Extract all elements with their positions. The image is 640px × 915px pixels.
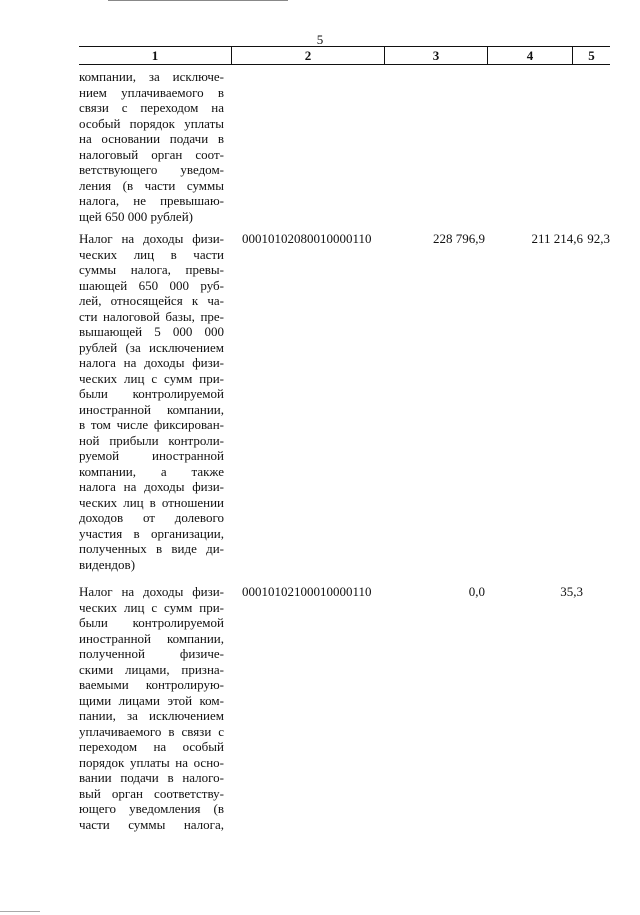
budget-code: 00010102100010000110 — [242, 584, 372, 599]
budget-table — [79, 46, 610, 832]
page-number: 5 — [316, 32, 324, 47]
desc-line: компании, а также — [79, 463, 224, 479]
desc-line: шающей 650 000 руб- — [79, 277, 224, 293]
desc-line: уплачиваемого в связи с — [79, 723, 224, 739]
desc-line: в том числе фиксирован- — [79, 417, 224, 432]
header-col-2: 2 — [304, 48, 312, 63]
desc-line: налога на доходы физи- — [79, 479, 224, 494]
desc-line: ческих лиц в отношении — [79, 494, 224, 510]
desc-line: вышающей 5 000 000 — [79, 324, 224, 339]
desc-line: ваемыми контролирую- — [79, 677, 224, 692]
desc-line: сти налоговой базы, пре- — [79, 308, 224, 324]
scan-edge-line — [0, 911, 40, 912]
desc-line: иностранной компании, — [79, 630, 224, 646]
desc-line: видендов) — [79, 556, 136, 572]
desc-line: связи с переходом на — [79, 100, 224, 115]
header-col-1: 1 — [151, 48, 159, 63]
desc-line: Налог на доходы физи- — [79, 584, 224, 599]
desc-line: суммы налога, превы- — [79, 262, 224, 277]
desc-line: лей, относящейся к ча- — [79, 293, 224, 308]
desc-line: щей 650 000 рублей) — [79, 208, 193, 224]
desc-line: иностранной компании, — [79, 401, 224, 417]
header-col-5: 5 — [588, 48, 595, 63]
desc-line: ветствующего уведом- — [79, 162, 224, 177]
table-header — [79, 46, 610, 65]
desc-line: руемой иностранной — [79, 448, 224, 463]
row-description — [79, 584, 224, 832]
desc-line: скими лицами, призна- — [79, 661, 224, 677]
header-col-4: 4 — [526, 48, 534, 63]
value-col-3: 228 796,9 — [433, 231, 485, 246]
desc-line: на основании подачи в — [79, 131, 224, 146]
desc-line: ческих лиц в части — [79, 246, 224, 262]
desc-line: были контролируемой — [79, 386, 224, 401]
desc-line: налоговый орган соот- — [79, 146, 224, 162]
header-col-3: 3 — [432, 48, 440, 63]
desc-line: переходом на особый — [79, 739, 224, 754]
desc-line: доходов от долевого — [79, 510, 224, 525]
desc-line: были контролируемой — [79, 615, 224, 630]
desc-line: полученных в виде ди- — [79, 541, 224, 556]
value-col-5: 92,3 — [587, 231, 610, 246]
desc-line: вании подачи в налого- — [79, 770, 224, 785]
desc-line: ющего уведомления (в — [79, 801, 224, 816]
desc-line: особый порядок уплаты — [79, 115, 224, 131]
desc-line: ческих лиц с сумм при- — [79, 599, 224, 615]
value-col-3: 0,0 — [468, 584, 485, 599]
budget-code: 00010102080010000110 — [242, 231, 372, 246]
desc-line: ной прибыли контроли- — [79, 432, 224, 448]
desc-line: вый орган соответству- — [79, 785, 224, 801]
desc-line: пании, за исключением — [79, 708, 224, 723]
desc-line: части суммы налога, — [79, 816, 224, 832]
value-col-4: 35,3 — [560, 584, 583, 599]
desc-line: ления (в части суммы — [79, 177, 224, 193]
scan-edge-line — [108, 0, 288, 1]
desc-line: нием уплачиваемого в — [79, 84, 224, 100]
row-description — [79, 69, 224, 224]
desc-line: компании, за исключе- — [79, 69, 224, 84]
desc-line: ческих лиц с сумм при- — [79, 370, 224, 386]
desc-line: участия в организации, — [79, 525, 224, 541]
value-col-4: 211 214,6 — [531, 231, 583, 246]
desc-line: полученной физиче- — [79, 646, 224, 661]
desc-line: Налог на доходы физи- — [79, 231, 224, 246]
desc-line: порядок уплаты на осно- — [79, 754, 224, 770]
desc-line: налога, не превышаю- — [79, 193, 224, 208]
row-description — [79, 231, 224, 572]
desc-line: налога на доходы физи- — [79, 355, 224, 370]
desc-line: щими лицами этой ком- — [79, 692, 224, 708]
desc-line: рублей (за исключением — [79, 339, 224, 355]
